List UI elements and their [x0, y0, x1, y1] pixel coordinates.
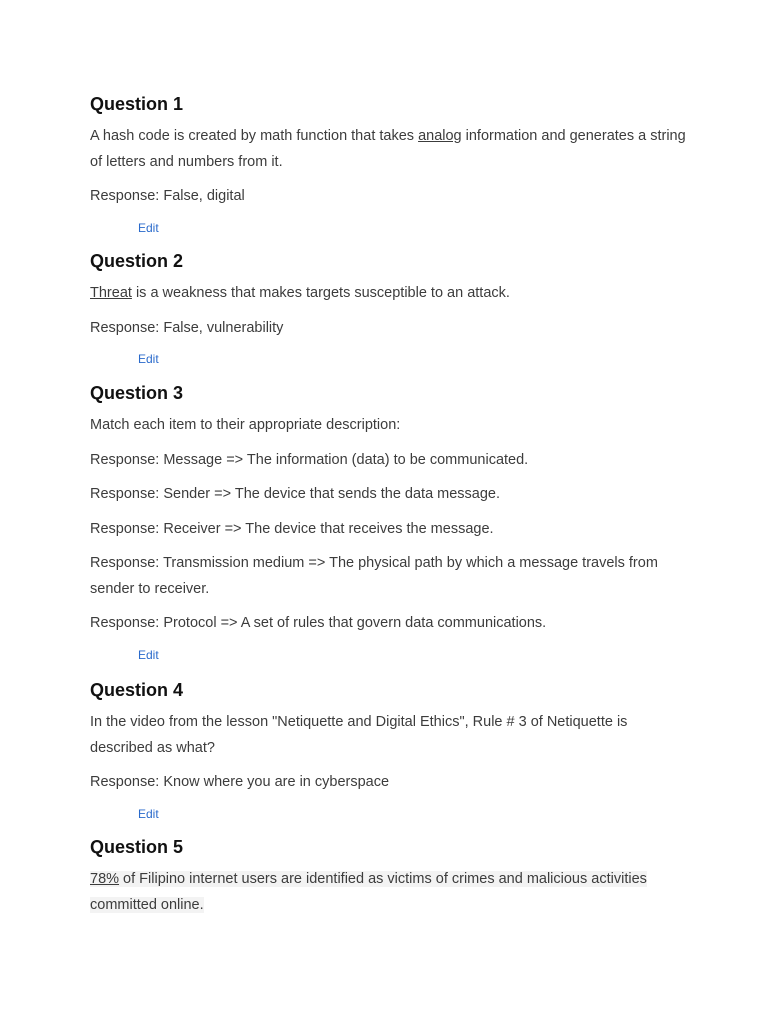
response-text: Response: False, vulnerability — [90, 319, 284, 336]
edit-link[interactable]: Edit — [138, 806, 159, 821]
question-block-4 — [90, 679, 690, 823]
underlined-term: 78% — [90, 871, 120, 887]
response-text: Response: Protocol => A set of rules that govern data communications. — [90, 615, 547, 631]
question-text: In the video from the lesson "Netiquette and Digital Ethics", Rule # 3 of Netiquette is described as what? — [90, 714, 628, 756]
underlined-term: Threat — [90, 285, 132, 301]
question-block-5 — [90, 836, 690, 918]
question-text-part: A hash code is created by math function that takes — [90, 128, 419, 144]
question-title: Question 1 — [90, 94, 184, 114]
question-title: Question 5 — [90, 837, 184, 857]
question-title: Question 3 — [90, 383, 184, 403]
question-text-part: of Filipino internet users are identified as victims of crimes and malicious activities committed online. — [90, 871, 647, 913]
edit-link[interactable]: Edit — [138, 220, 159, 235]
question-text — [90, 124, 690, 175]
edit-link[interactable]: Edit — [138, 647, 159, 662]
question-text — [90, 867, 690, 918]
question-title: Question 2 — [90, 251, 184, 271]
response-text: Response: Know where you are in cyberspace — [90, 774, 390, 790]
edit-link[interactable]: Edit — [138, 352, 159, 366]
question-text-part: is a weakness that makes targets susceptible to an attack. — [131, 285, 510, 301]
question-text-part: information and generates a string of letters and numbers from it. — [90, 128, 686, 170]
question-title: Question 4 — [90, 680, 184, 700]
question-block-3 — [90, 382, 690, 664]
underlined-term: analog — [418, 128, 462, 144]
response-text: Response: Message => The information (data) to be communicated. — [90, 451, 529, 468]
question-text: Match each item to their appropriate description: — [90, 417, 401, 433]
response-text: Response: Sender => The device that sends the data message. — [90, 486, 501, 502]
question-block-2 — [90, 250, 690, 368]
question-text — [90, 281, 690, 307]
response-text: Response: False, digital — [90, 188, 245, 204]
response-text: Response: Receiver => The device that receives the message. — [90, 520, 494, 537]
question-block-1 — [90, 93, 690, 237]
response-text: Response: Transmission medium => The physical path by which a message travels from sender to receiver. — [90, 555, 658, 597]
